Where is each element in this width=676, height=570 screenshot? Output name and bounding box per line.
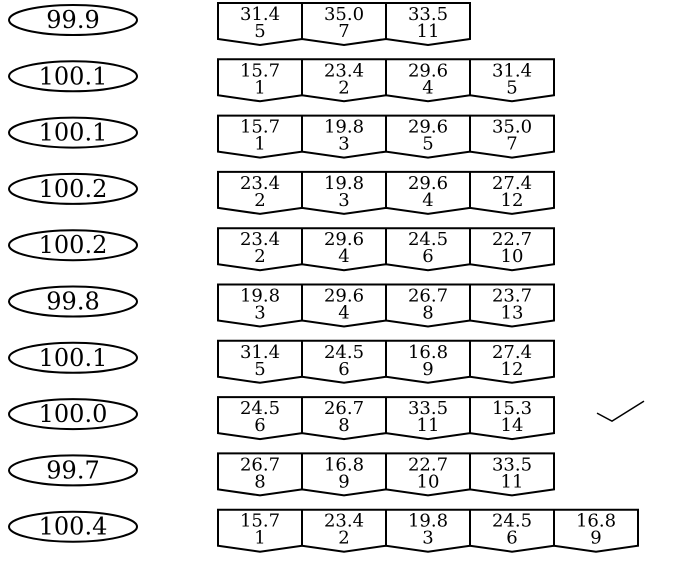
row — [9, 510, 638, 552]
cell-id: 9 — [338, 471, 350, 493]
cell-value: 29.6 — [323, 229, 365, 251]
cell-value: 23.4 — [239, 172, 281, 194]
cell-id: 4 — [338, 302, 350, 324]
cell-id: 9 — [590, 527, 602, 549]
cell-id: 7 — [506, 133, 518, 155]
cell-value: 29.6 — [407, 116, 449, 138]
total-label: 99.8 — [46, 287, 100, 316]
cell-id: 10 — [416, 471, 440, 493]
cell-value: 22.7 — [491, 229, 533, 251]
cell-id: 5 — [422, 133, 434, 155]
cell-value: 31.4 — [239, 4, 281, 25]
row — [9, 172, 554, 214]
cell-value: 19.8 — [239, 285, 281, 307]
cell-id: 3 — [338, 133, 350, 155]
cell-id: 4 — [422, 77, 434, 99]
cell-value: 24.5 — [239, 398, 281, 420]
total-label: 100.0 — [38, 400, 108, 429]
cell-value: 26.7 — [323, 398, 365, 420]
cell-id: 8 — [254, 471, 266, 493]
cell-value: 23.4 — [323, 60, 365, 82]
total-label: 100.2 — [38, 231, 108, 260]
cell-id: 13 — [500, 302, 524, 324]
cell-value: 15.3 — [491, 398, 533, 420]
cell-value: 35.0 — [491, 116, 533, 138]
cell-id: 8 — [422, 302, 434, 324]
total-label: 100.1 — [38, 62, 108, 91]
cell-value: 29.6 — [407, 60, 449, 82]
cell-id: 3 — [338, 189, 350, 211]
cell-id: 10 — [500, 246, 524, 268]
row — [9, 3, 470, 45]
row — [9, 341, 554, 383]
cell-id: 3 — [422, 527, 434, 549]
cell-value: 31.4 — [239, 341, 281, 363]
row — [9, 453, 554, 495]
cell-value: 31.4 — [491, 60, 533, 82]
cell-value: 23.4 — [239, 229, 281, 251]
checkmark-icon — [597, 401, 644, 421]
total-label: 100.4 — [38, 512, 108, 541]
cell-value: 24.5 — [407, 229, 449, 251]
total-label: 100.1 — [38, 343, 108, 372]
cell-value: 27.4 — [491, 172, 533, 194]
cell-id: 8 — [338, 415, 350, 437]
total-label: 100.2 — [38, 174, 108, 203]
row — [9, 285, 554, 327]
cell-value: 19.8 — [323, 116, 365, 138]
cell-value: 15.7 — [239, 116, 281, 138]
total-label: 99.7 — [46, 456, 100, 485]
cell-id: 1 — [254, 133, 266, 155]
cell-id: 6 — [254, 415, 266, 437]
cell-value: 22.7 — [407, 454, 449, 476]
cell-value: 24.5 — [323, 341, 365, 363]
cell-id: 5 — [506, 77, 518, 99]
cell-value: 33.5 — [407, 4, 449, 25]
cell-id: 2 — [338, 527, 350, 549]
cell-value: 26.7 — [239, 454, 281, 476]
cell-value: 33.5 — [407, 398, 449, 420]
cell-id: 11 — [500, 471, 524, 493]
cell-id: 11 — [416, 21, 440, 42]
cell-value: 29.6 — [407, 172, 449, 194]
row — [9, 228, 554, 270]
cell-id: 14 — [500, 415, 524, 437]
cell-id: 1 — [254, 77, 266, 99]
cell-id: 6 — [422, 246, 434, 268]
cell-id: 12 — [500, 358, 524, 380]
total-label: 100.1 — [38, 118, 108, 147]
cell-id: 4 — [338, 246, 350, 268]
cell-id: 11 — [416, 415, 440, 437]
cell-id: 2 — [254, 246, 266, 268]
cell-value: 16.8 — [323, 454, 365, 476]
cell-value: 33.5 — [491, 454, 533, 476]
row — [9, 397, 644, 439]
row — [9, 116, 554, 158]
cell-id: 6 — [506, 527, 518, 549]
cell-id: 3 — [254, 302, 266, 324]
cell-value: 23.7 — [491, 285, 533, 307]
cell-id: 4 — [422, 189, 434, 211]
cell-value: 27.4 — [491, 341, 533, 363]
cell-id: 9 — [422, 358, 434, 380]
cell-value: 19.8 — [323, 172, 365, 194]
cell-value: 15.7 — [239, 60, 281, 82]
cell-id: 2 — [254, 189, 266, 211]
cell-value: 26.7 — [407, 285, 449, 307]
cell-value: 24.5 — [491, 510, 533, 532]
cell-value: 23.4 — [323, 510, 365, 532]
cell-id: 1 — [254, 527, 266, 549]
cell-id: 7 — [338, 21, 350, 42]
cell-value: 16.8 — [575, 510, 617, 532]
cell-id: 6 — [338, 358, 350, 380]
cell-value: 29.6 — [323, 285, 365, 307]
cell-id: 2 — [338, 77, 350, 99]
cell-value: 16.8 — [407, 341, 449, 363]
cell-value: 35.0 — [323, 4, 365, 25]
cell-id: 5 — [254, 358, 266, 380]
cell-id: 5 — [254, 21, 266, 42]
cell-id: 12 — [500, 189, 524, 211]
cell-value: 15.7 — [239, 510, 281, 532]
cell-value: 19.8 — [407, 510, 449, 532]
total-label: 99.9 — [46, 6, 100, 34]
row — [9, 59, 554, 101]
